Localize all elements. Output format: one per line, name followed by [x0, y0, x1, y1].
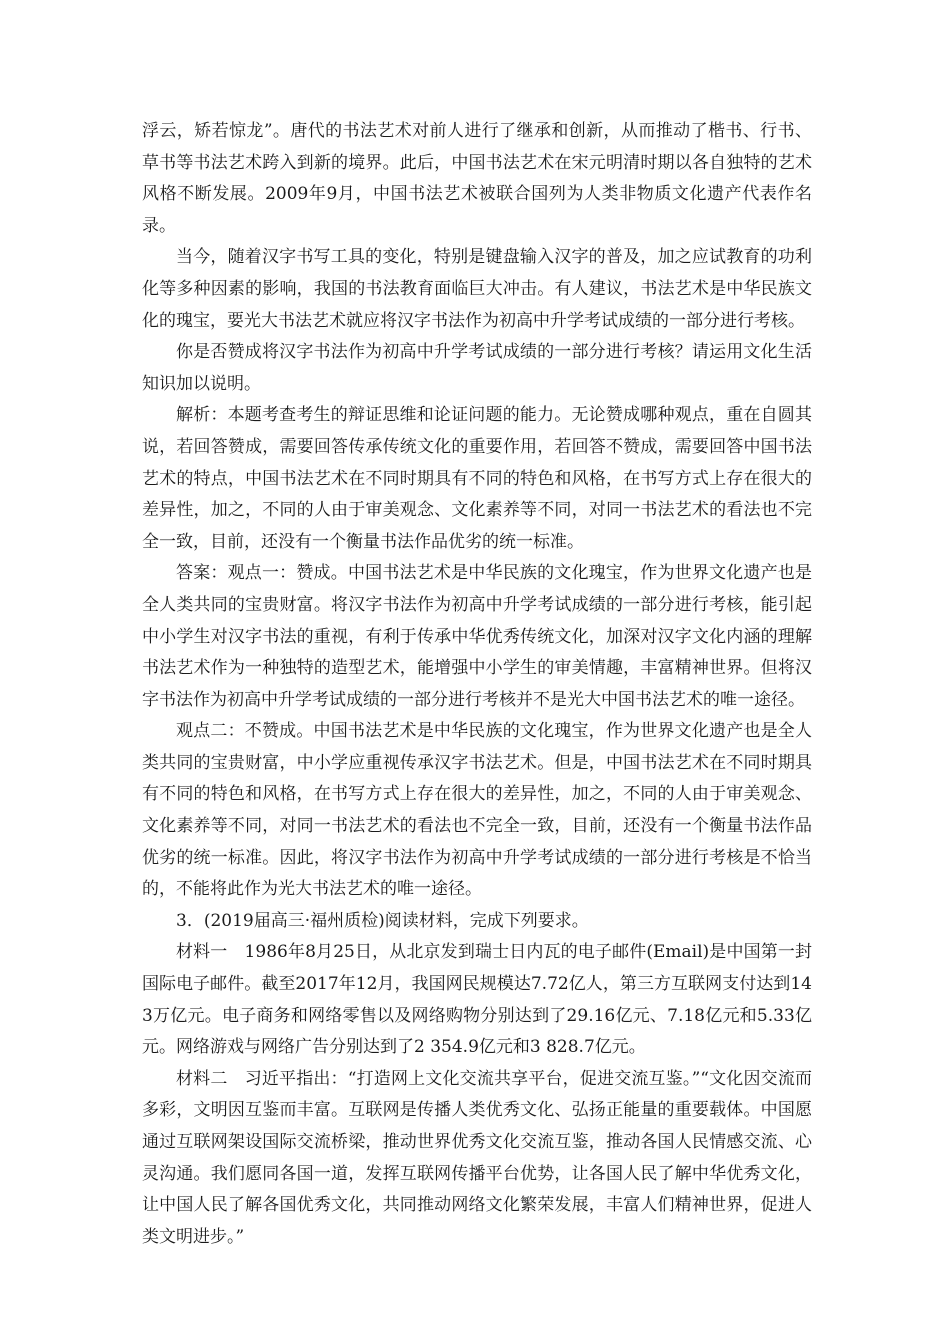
- paragraph-analysis: 解析：本题考查考生的辩证思维和论证问题的能力。无论赞成哪种观点，重在自圆其说，若回答赞成，需要回答传承传统文化的重要作用，若回答不赞成，需要回答中国书法艺术的特点，中国书法艺术在不同时期具有不同的特色和风格，在书写方式上存在很大的差异性，加之，不同的人由于审美观念、文化素养等不同，对同一书法艺术的看法也不完全一致，目前，还没有一个衡量书法作品优劣的统一标准。: [142, 405, 812, 552]
- paragraph-question: 你是否赞成将汉字书法作为初高中升学考试成绩的一部分进行考核？请运用文化生活知识加以说明。: [142, 342, 812, 394]
- document-page: [142, 116, 812, 1253]
- paragraph-material-two: 材料二 习近平指出：“打造网上文化交流共享平台，促进交流互鉴。”“文化因交流而多彩，文明因互鉴而丰富。互联网是传播人类优秀文化、弘扬正能量的重要载体。中国愿通过互联网架设国际交流桥梁，推动世界优秀文化交流互鉴，推动各国人民情感交流、心灵沟通。我们愿同各国一道，发挥互联网传播平台优势，让各国人民了解中华优秀文化，让中国人民了解各国优秀文化，共同推动网络文化繁荣发展，丰富人们精神世界，促进人类文明进步。”: [142, 1068, 812, 1247]
- paragraph-question-three: 3．(2019届高三·福州质检)阅读材料，完成下列要求。: [176, 910, 589, 931]
- paragraph-answer-view-two: 观点二：不赞成。中国书法艺术是中华民族的文化瑰宝，作为世界文化遗产也是全人类共同的宝贵财富，中小学应重视传承汉字书法艺术。但是，中国书法艺术在不同时期具有不同的特色和风格，在书写方式上存在很大的差异性，加之，不同的人由于审美观念、文化素养等不同，对同一书法艺术的看法也不完全一致，目前，还没有一个衡量书法作品优劣的统一标准。因此，将汉字书法作为初高中升学考试成绩的一部分进行考核是不恰当的，不能将此作为光大书法艺术的唯一途径。: [142, 721, 812, 900]
- paragraph-answer-view-one: 答案：观点一：赞成。中国书法艺术是中华民族的文化瑰宝，作为世界文化遗产也是全人类共同的宝贵财富。将汉字书法作为初高中升学考试成绩的一部分进行考核，能引起中小学生对汉字书法的重视，有利于传承中华优秀传统文化，加深对汉字文化内涵的理解书法艺术作为一种独特的造型艺术，能增强中小学生的审美情趣，丰富精神世界。但将汉字书法作为初高中升学考试成绩的一部分进行考核并不是光大中国书法艺术的唯一途径。: [142, 563, 812, 710]
- paragraph-material-one: 材料一 1986年8月25日，从北京发到瑞士日内瓦的电子邮件(Email)是中国第一封国际电子邮件。截至2017年12月，我国网民规模达7.72亿人，第三方互联网支付达到143万亿元。电子商务和网络零售以及网络购物分别达到了29.16亿元、7.18亿元和5.33亿元。网络游戏与网络广告分别达到了2 354.9亿元和3 828.7亿元。: [142, 942, 812, 1058]
- paragraph-background: 当今，随着汉字书写工具的变化，特别是键盘输入汉字的普及，加之应试教育的功利化等多种因素的影响，我国的书法教育面临巨大冲击。有人建议，书法艺术是中华民族文化的瑰宝，要光大书法艺术就应将汉字书法作为初高中升学考试成绩的一部分进行考核。: [142, 247, 812, 331]
- paragraph-continuation: 浮云，矫若惊龙”。唐代的书法艺术对前人进行了继承和创新，从而推动了楷书、行书、草书等书法艺术跨入到新的境界。此后，中国书法艺术在宋元明清时期以各自独特的艺术风格不断发展。2009年9月，中国书法艺术被联合国列为人类非物质文化遗产代表作名录。: [142, 121, 812, 236]
